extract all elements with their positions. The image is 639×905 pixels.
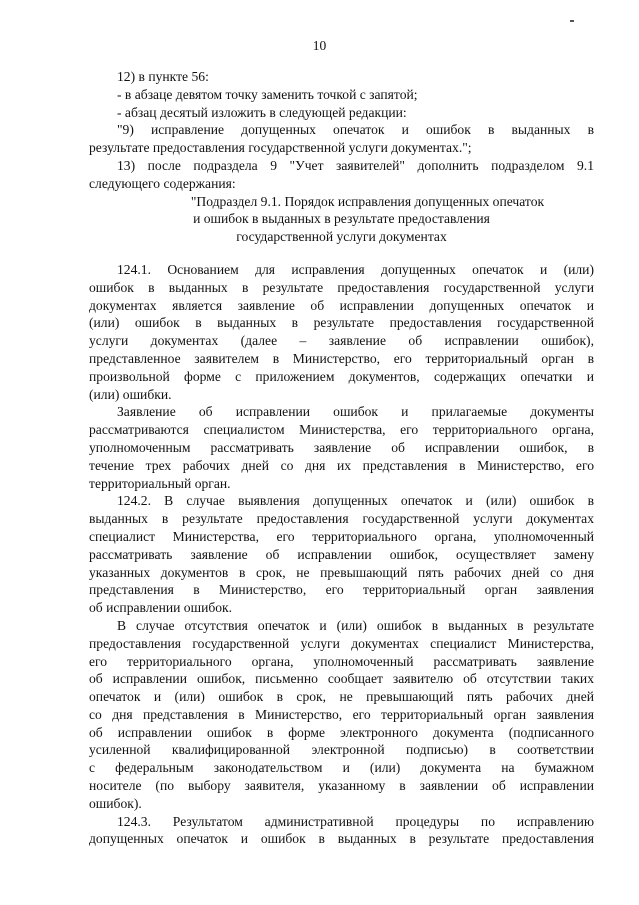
item-12-title: 12) в пункте 56: [117, 69, 209, 84]
paragraph-line: допущенных опечаток и ошибок в выданных в результате предоставления [89, 831, 594, 847]
item-12-quote-line-1: "9) исправление допущенных опечаток и ошибок в выданных в [117, 122, 594, 138]
subsection-title [89, 193, 594, 246]
page-number: 10 [312, 38, 327, 53]
paragraph-line: представления в Министерство, его территориальный орган заявления [89, 582, 594, 598]
paragraph-line: произвольной форме с приложением документов, содержащих опечатки и [89, 368, 594, 384]
paragraph-line: ошибок в выданных в результате предоставления государственной услуги [89, 279, 594, 295]
subsection-title-line-1: "Подраздел 9.1. Порядок исправления допущенных опечаток [190, 193, 545, 209]
item-12-quote-line-2: результате предоставления государственной услуги документах."; [89, 140, 472, 156]
paragraph-line: (или) ошибок в выданных в результате предоставления государственной [89, 315, 594, 331]
paragraph-line: услуги документах (далее – заявление об исправлении ошибок), [89, 333, 594, 349]
paragraph-absence [89, 617, 594, 813]
paragraph-line: рассматриваются специалистом Министерства, его территориального органа, [89, 422, 594, 438]
paragraph-124-3 [89, 813, 594, 849]
paragraph-line: указанных документов в срок, не превышающий пять рабочих дней со дня [89, 564, 594, 580]
paragraph-line: усиленной квалифицированной электронной подписью) в соответствии [89, 742, 594, 758]
subsection-title-line-3: государственной услуги документах [236, 229, 447, 245]
paragraph-line: опечаток и (или) ошибок в срок, не превышающий пять рабочих дней [89, 689, 594, 705]
document-body [89, 68, 594, 848]
paragraph-line: 124.3. Результатом административной процедуры по исправлению [117, 813, 594, 829]
paragraph-line: его территориального органа, уполномоченный рассматривать заявление [89, 653, 594, 669]
paragraph-line: Заявление об исправлении ошибок и прилагаемые документы [117, 404, 594, 420]
paragraph-line: со дня представления в Министерство, его территориальный орган заявления [89, 706, 594, 722]
paragraph-line: 124.2. В случае выявления допущенных опечаток и (или) ошибок в [117, 493, 594, 509]
paragraph-line: течение трех рабочих дней со дня их представления в Министерство, его [89, 457, 594, 473]
paragraph-line: 124.1. Основанием для исправления допущенных опечаток и (или) [117, 261, 594, 277]
paragraph-line: В случае отсутствия опечаток и (или) ошибок в выданных в результате [117, 617, 594, 633]
paragraph-line: об исправлении ошибок в форме электронного документа (подписанного [89, 724, 594, 740]
paragraph-line: ошибок). [89, 795, 142, 811]
paragraph-line: специалист Министерства, его территориального органа, уполномоченный [89, 528, 594, 544]
paragraph-line: с федеральным законодательством и (или) документа на бумажном [89, 760, 594, 776]
paragraph-line: рассматривать заявление об исправлении ошибок, осуществляет замену [89, 546, 594, 562]
paragraph-line: (или) ошибки. [89, 386, 172, 402]
item-13-line-1: 13) после подраздела 9 "Учет заявителей" дополнить подразделом 9.1 [117, 157, 594, 173]
paragraph-line: уполномоченным рассматривать заявление об исправлении ошибок, в [89, 439, 594, 455]
item-13-line-2: следующего содержания: [89, 175, 236, 191]
paragraph-line: территориальный орган. [89, 475, 231, 491]
scan-mark [570, 20, 574, 22]
subsection-title-line-2: и ошибок в выданных в результате предоставления [193, 211, 490, 227]
paragraph-124-2 [89, 492, 594, 617]
paragraph-line: документах является заявление об исправлении допущенных опечаток и [89, 297, 594, 313]
item-12-sub-2: - абзац десятый изложить в следующей редакции: [117, 104, 407, 120]
paragraph-line: об исправлении ошибок, письменно сообщает заявителю об отсутствии таких [89, 671, 594, 687]
paragraph-line: выданных в результате предоставления государственной услуги документах [89, 511, 594, 527]
paragraph-line: предоставления государственной услуги документах специалист Министерства, [89, 635, 594, 651]
paragraph-line: носителе (по выбору заявителя, указанному в заявлении об исправлении [89, 778, 594, 794]
paragraph-124-1 [89, 261, 594, 403]
paragraph-line: представленное заявителем в Министерство, его территориальный орган в [89, 350, 594, 366]
paragraph-statement [89, 403, 594, 492]
paragraph-line: об исправлении ошибок. [89, 600, 233, 616]
item-12-sub-1: - в абзаце девятом точку заменить точкой с запятой; [117, 86, 418, 102]
